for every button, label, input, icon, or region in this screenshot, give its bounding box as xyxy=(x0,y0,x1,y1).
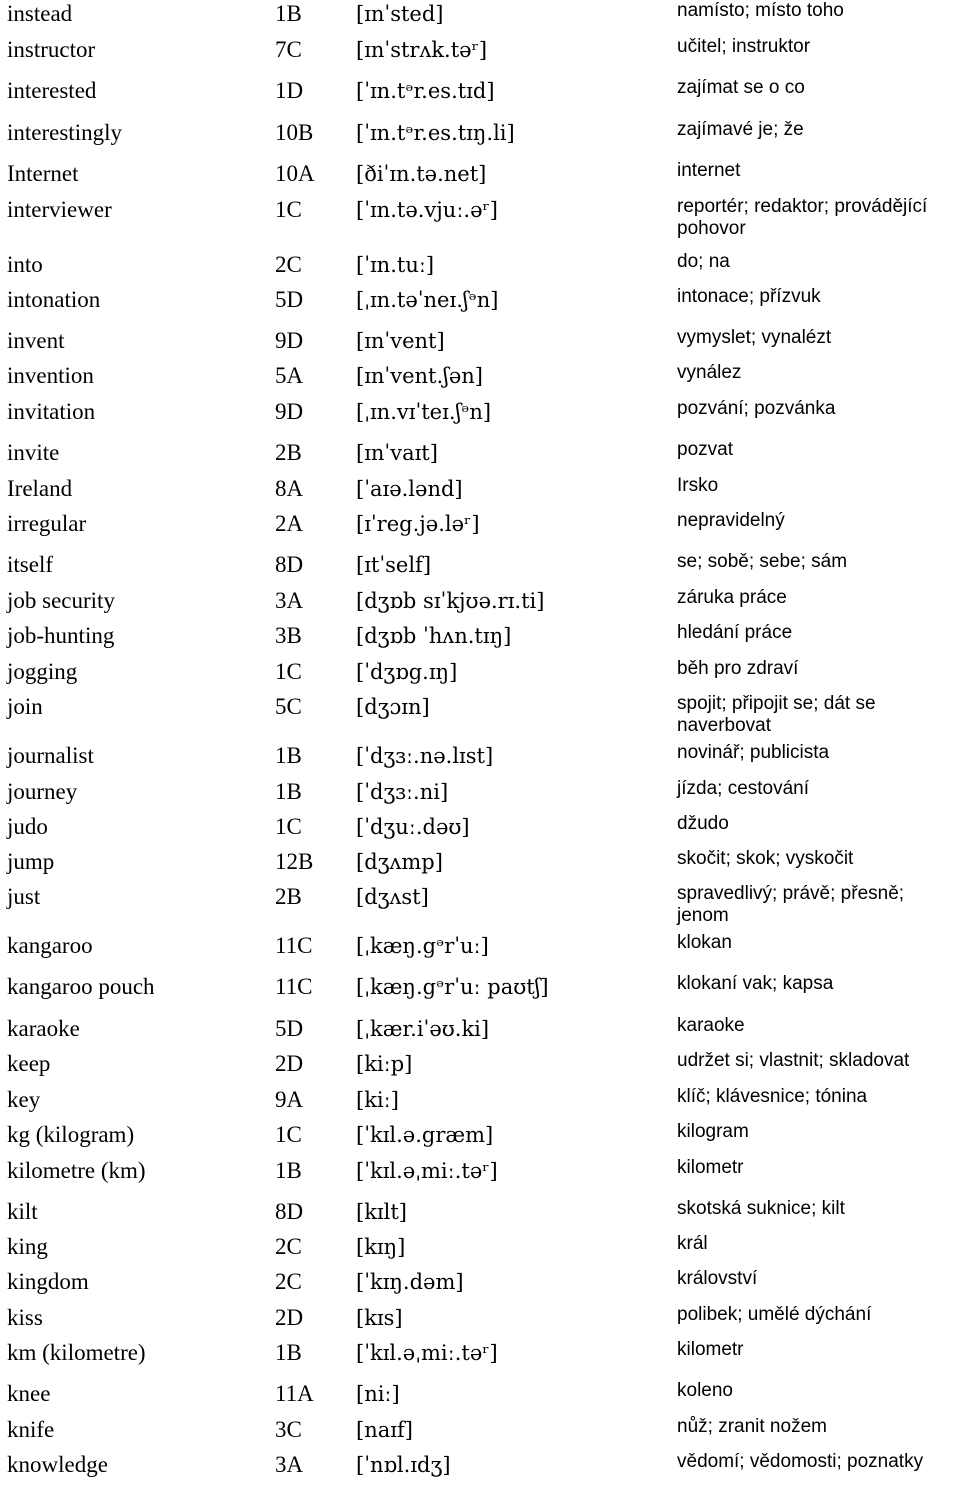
vocab-row xyxy=(0,778,960,812)
entry-translation: Irsko xyxy=(677,475,719,496)
entry-translation: se; sobě; sebe; sám xyxy=(677,551,848,572)
entry-unit: 11A xyxy=(275,1381,314,1406)
entry-unit: 2D xyxy=(275,1305,304,1330)
entry-word: interested xyxy=(7,78,97,103)
vocab-row xyxy=(0,196,960,239)
entry-word: kangaroo pouch xyxy=(7,974,155,999)
vocab-row xyxy=(0,848,960,882)
entry-pronunciation: [ˌkæŋ.gᵊrˈuː paʊtʃ] xyxy=(356,975,549,999)
entry-word: kilt xyxy=(7,1199,38,1224)
vocab-row xyxy=(0,932,960,966)
entry-pronunciation: [ɪnˈsted] xyxy=(356,2,444,26)
entry-pronunciation: [dʒɒb ˈhʌn.tɪŋ] xyxy=(356,624,512,648)
vocab-row xyxy=(0,510,960,544)
vocab-row xyxy=(0,286,960,320)
entry-word: jogging xyxy=(7,659,78,684)
entry-translation: nepravidelný xyxy=(677,510,785,531)
entry-translation: klíč; klávesnice; tónina xyxy=(677,1086,868,1107)
entry-pronunciation: [ˈkɪl.əˌmiː.təʳ] xyxy=(356,1159,498,1183)
entry-pronunciation: [dʒɒb sɪˈkjʊə.rɪ.ti] xyxy=(356,589,545,613)
vocab-row xyxy=(0,1121,960,1155)
entry-word: intonation xyxy=(7,287,101,312)
entry-unit: 1C xyxy=(275,659,302,684)
entry-pronunciation: [kɪs] xyxy=(356,1306,403,1330)
entry-translation: království xyxy=(677,1268,758,1289)
entry-unit: 5D xyxy=(275,1016,304,1041)
entry-pronunciation: [ðiˈɪn.tə.net] xyxy=(356,162,487,186)
entry-unit: 1B xyxy=(275,1,302,26)
entry-translation: skočit; skok; vyskočit xyxy=(677,848,854,869)
entry-unit: 1C xyxy=(275,1122,302,1147)
entry-translation: karaoke xyxy=(677,1015,745,1036)
vocab-row xyxy=(0,36,960,70)
vocab-row xyxy=(0,1416,960,1450)
entry-translation: namísto; místo toho xyxy=(677,0,844,21)
entry-word: keep xyxy=(7,1051,51,1076)
entry-unit: 5D xyxy=(275,287,304,312)
vocab-row xyxy=(0,813,960,847)
entry-word: just xyxy=(7,884,41,909)
entry-pronunciation: [dʒʌst] xyxy=(356,885,429,909)
vocab-row xyxy=(0,439,960,473)
entry-word: Ireland xyxy=(7,476,73,501)
entry-unit: 2C xyxy=(275,252,302,277)
entry-word: km (kilometre) xyxy=(7,1340,146,1365)
entry-translation: do; na xyxy=(677,251,730,272)
entry-pronunciation: [ˈɪn.tᵊr.es.tɪd] xyxy=(356,79,495,103)
entry-translation: skotská suknice; kilt xyxy=(677,1198,845,1219)
vocab-row xyxy=(0,658,960,692)
entry-word: into xyxy=(7,252,43,277)
entry-translation: internet xyxy=(677,160,741,181)
entry-unit: 8D xyxy=(275,1199,304,1224)
entry-pronunciation: [ˌkær.iˈəʊ.ki] xyxy=(356,1017,490,1041)
entry-unit: 1B xyxy=(275,779,302,804)
vocab-row xyxy=(0,0,960,34)
vocab-row xyxy=(0,551,960,585)
entry-word: kilometre (km) xyxy=(7,1158,146,1183)
entry-translation: vědomí; vědomosti; poznatky xyxy=(677,1451,924,1472)
entry-pronunciation: [ɪnˈvent.ʃən] xyxy=(356,364,483,388)
entry-word: job security xyxy=(7,588,115,613)
entry-pronunciation: [ɪnˈvent] xyxy=(356,329,445,353)
entry-word: journey xyxy=(7,779,78,804)
entry-word: knee xyxy=(7,1381,51,1406)
vocab-row xyxy=(0,77,960,111)
entry-unit: 11C xyxy=(275,974,313,999)
entry-unit: 10A xyxy=(275,161,315,186)
vocab-row xyxy=(0,1050,960,1084)
entry-word: Internet xyxy=(7,161,79,186)
entry-translation: zajímavé je; že xyxy=(677,119,804,140)
entry-translation: vymyslet; vynalézt xyxy=(677,327,832,348)
entry-unit: 1B xyxy=(275,1158,302,1183)
entry-translation: zajímat se o co xyxy=(677,77,805,98)
entry-translation: hledání práce xyxy=(677,622,793,643)
entry-unit: 10B xyxy=(275,120,314,145)
entry-word: job-hunting xyxy=(7,623,115,648)
entry-unit: 3B xyxy=(275,623,302,648)
entry-pronunciation: [naɪf] xyxy=(356,1418,413,1442)
entry-translation: král xyxy=(677,1233,708,1254)
vocab-row xyxy=(0,1268,960,1302)
entry-unit: 5C xyxy=(275,694,302,719)
entry-pronunciation: [ˈdʒɜː.nə.lɪst] xyxy=(356,744,494,768)
entry-word: journalist xyxy=(7,743,94,768)
entry-word: kg (kilogram) xyxy=(7,1122,135,1147)
entry-word: interviewer xyxy=(7,197,112,222)
entry-translation: spravedlivý; právě; přesně; jenom xyxy=(677,883,905,926)
entry-translation: polibek; umělé dýchání xyxy=(677,1304,872,1325)
entry-translation: jízda; cestování xyxy=(677,778,810,799)
vocab-row xyxy=(0,1157,960,1191)
entry-unit: 12B xyxy=(275,849,314,874)
vocab-row xyxy=(0,622,960,656)
vocab-row xyxy=(0,1086,960,1120)
entry-unit: 2B xyxy=(275,884,302,909)
entry-pronunciation: [ˈdʒɒg.ɪŋ] xyxy=(356,660,458,684)
entry-translation: klokaní vak; kapsa xyxy=(677,973,834,994)
entry-unit: 1B xyxy=(275,743,302,768)
vocab-row xyxy=(0,587,960,621)
entry-pronunciation: [ˈdʒuː.dəʊ] xyxy=(356,815,470,839)
entry-translation: pozvání; pozvánka xyxy=(677,398,836,419)
entry-word: king xyxy=(7,1234,48,1259)
vocab-row xyxy=(0,1304,960,1338)
vocab-row xyxy=(0,1451,960,1485)
entry-translation: klokan xyxy=(677,932,732,953)
entry-translation: udržet si; vlastnit; skladovat xyxy=(677,1050,910,1071)
entry-pronunciation: [ˌkæŋ.gᵊrˈuː] xyxy=(356,934,489,958)
vocab-row xyxy=(0,398,960,432)
vocab-row xyxy=(0,251,960,285)
entry-pronunciation: [ɪtˈself] xyxy=(356,553,432,577)
entry-translation: reportér; redaktor; provádějící pohovor xyxy=(677,196,928,239)
entry-word: interestingly xyxy=(7,120,122,145)
entry-word: jump xyxy=(7,849,55,874)
entry-translation: pozvat xyxy=(677,439,733,460)
entry-translation: záruka práce xyxy=(677,587,787,608)
entry-pronunciation: [ˌɪn.vɪˈteɪ.ʃᵊn] xyxy=(356,400,492,424)
entry-unit: 8A xyxy=(275,476,304,501)
entry-word: invent xyxy=(7,328,65,353)
entry-unit: 1C xyxy=(275,197,302,222)
entry-translation: běh pro zdraví xyxy=(677,658,799,679)
entry-word: knife xyxy=(7,1417,55,1442)
entry-word: judo xyxy=(7,814,48,839)
entry-word: key xyxy=(7,1087,41,1112)
entry-pronunciation: [ˈɪn.tə.vjuː.əʳ] xyxy=(356,198,498,222)
entry-translation: nůž; zranit nožem xyxy=(677,1416,827,1437)
vocab-row xyxy=(0,693,960,736)
entry-pronunciation: [dʒɔɪn] xyxy=(356,695,430,719)
vocab-row xyxy=(0,742,960,776)
entry-pronunciation: [ˌɪn.təˈneɪ.ʃᵊn] xyxy=(356,288,499,312)
entry-pronunciation: [niː] xyxy=(356,1382,400,1406)
entry-unit: 3C xyxy=(275,1417,302,1442)
entry-word: knowledge xyxy=(7,1452,108,1477)
entry-unit: 2C xyxy=(275,1269,302,1294)
entry-unit: 9D xyxy=(275,399,304,424)
entry-word: karaoke xyxy=(7,1016,80,1041)
entry-translation: učitel; instruktor xyxy=(677,36,811,57)
entry-word: invention xyxy=(7,363,94,388)
entry-unit: 7C xyxy=(275,37,302,62)
vocab-row xyxy=(0,475,960,509)
entry-pronunciation: [ɪˈreg.jə.ləʳ] xyxy=(356,512,480,536)
entry-pronunciation: [dʒʌmp] xyxy=(356,850,443,874)
entry-unit: 9D xyxy=(275,328,304,353)
entry-translation: džudo xyxy=(677,813,729,834)
entry-translation: novinář; publicista xyxy=(677,742,830,763)
entry-unit: 1D xyxy=(275,78,304,103)
entry-word: kingdom xyxy=(7,1269,89,1294)
entry-pronunciation: [ɪnˈstrʌk.təʳ] xyxy=(356,38,488,62)
vocab-row xyxy=(0,362,960,396)
entry-word: instead xyxy=(7,1,73,26)
entry-word: join xyxy=(7,694,43,719)
entry-unit: 1B xyxy=(275,1340,302,1365)
vocab-row xyxy=(0,327,960,361)
entry-unit: 2C xyxy=(275,1234,302,1259)
entry-pronunciation: [ˈɪn.tuː] xyxy=(356,253,435,277)
entry-unit: 2D xyxy=(275,1051,304,1076)
entry-pronunciation: [ˈnɒl.ɪdʒ] xyxy=(356,1453,451,1477)
entry-translation: spojit; připojit se; dát se naverbovat xyxy=(677,693,876,736)
entry-pronunciation: [ɪnˈvaɪt] xyxy=(356,441,438,465)
entry-unit: 5A xyxy=(275,363,304,388)
entry-pronunciation: [ˈkɪl.əˌmiː.təʳ] xyxy=(356,1341,498,1365)
entry-pronunciation: [ˈkɪŋ.dəm] xyxy=(356,1270,464,1294)
entry-translation: koleno xyxy=(677,1380,733,1401)
vocab-row xyxy=(0,1339,960,1373)
vocab-row xyxy=(0,883,960,926)
entry-pronunciation: [ˈkɪl.ə.græm] xyxy=(356,1123,494,1147)
entry-word: invitation xyxy=(7,399,96,424)
entry-unit: 1C xyxy=(275,814,302,839)
entry-unit: 3A xyxy=(275,1452,304,1477)
vocab-row xyxy=(0,119,960,153)
entry-word: irregular xyxy=(7,511,87,536)
entry-pronunciation: [kiː] xyxy=(356,1088,399,1112)
vocab-row xyxy=(0,973,960,1007)
entry-unit: 11C xyxy=(275,933,313,958)
entry-pronunciation: [ˈɪn.tᵊr.es.tɪŋ.li] xyxy=(356,121,515,145)
entry-translation: kilometr xyxy=(677,1157,744,1178)
vocab-row xyxy=(0,160,960,194)
entry-pronunciation: [ˈaɪə.lənd] xyxy=(356,477,463,501)
entry-pronunciation: [kiːp] xyxy=(356,1052,413,1076)
entry-translation: intonace; přízvuk xyxy=(677,286,821,307)
entry-word: kiss xyxy=(7,1305,43,1330)
entry-pronunciation: [kɪlt] xyxy=(356,1200,407,1224)
entry-pronunciation: [ˈdʒɜː.ni] xyxy=(356,780,449,804)
vocab-row xyxy=(0,1380,960,1414)
entry-word: instructor xyxy=(7,37,96,62)
entry-unit: 2B xyxy=(275,440,302,465)
entry-word: kangaroo xyxy=(7,933,93,958)
entry-translation: kilometr xyxy=(677,1339,744,1360)
entry-translation: vynález xyxy=(677,362,742,383)
entry-translation: kilogram xyxy=(677,1121,749,1142)
entry-unit: 2A xyxy=(275,511,304,536)
entry-word: invite xyxy=(7,440,60,465)
vocab-row xyxy=(0,1015,960,1049)
entry-pronunciation: [kɪŋ] xyxy=(356,1235,406,1259)
entry-unit: 3A xyxy=(275,588,304,613)
entry-unit: 9A xyxy=(275,1087,304,1112)
entry-word: itself xyxy=(7,552,53,577)
entry-unit: 8D xyxy=(275,552,304,577)
vocab-row xyxy=(0,1198,960,1232)
vocab-row xyxy=(0,1233,960,1267)
